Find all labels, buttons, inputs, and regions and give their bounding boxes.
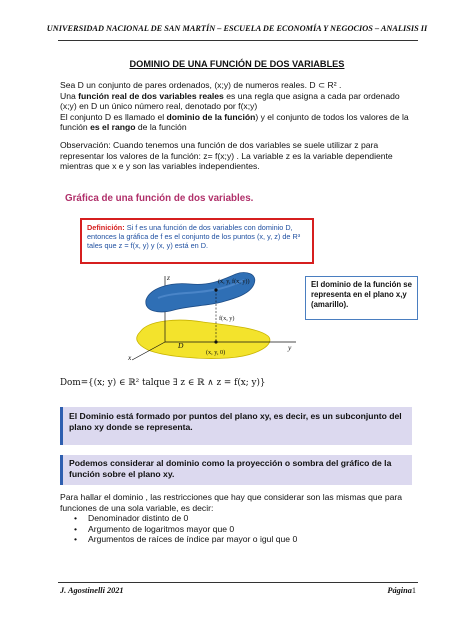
domain-note-box: El Dominio está formado por puntos del plano xy, es decir, es un subconjunto del plano xy donde se representa. (60, 407, 412, 445)
point-label: (x, y, f(x, y)) (218, 278, 250, 285)
header-rule (58, 40, 418, 41)
footer-rule (58, 582, 418, 583)
axis-y-label: y (288, 343, 292, 352)
intro-text: El conjunto D es llamado el (60, 111, 167, 122)
definition-text: Si f es una función de dos variables con dominio D, entonces la gráfica de f es el conjunto de los puntos (x, y, z) de R³ tales que z = f(x, y) y (x, y) está en D. (87, 223, 301, 250)
projection-note-box: Podemos considerar al dominio como la proyección o sombra del gráfico de la función sobre el plano xy. (60, 455, 412, 485)
page-number: 1 (411, 586, 416, 595)
surface-point (214, 288, 217, 291)
footer-author: J. Agostinelli 2021 (60, 586, 124, 595)
fxy-label: f(x, y) (219, 315, 235, 322)
restrictions-list (74, 513, 297, 545)
domain-d-label: D (178, 341, 184, 350)
intro-text: ) y el conjunto de todos los valores de la función (60, 111, 409, 133)
intro-bold: función real de dos variables reales (78, 90, 224, 101)
domain-region (137, 320, 270, 358)
definition-label: Definición: (87, 223, 125, 232)
page-header: UNIVERSIDAD NACIONAL DE SAN MARTÍN – ESCUELA DE ECONOMÍA Y NEGOCIOS – ANALISIS II (46, 24, 428, 33)
section-title: DOMINIO DE UNA FUNCIÓN DE DOS VARIABLES (129, 59, 345, 69)
observation-paragraph: Observación: Cuando tenemos una función de dos variables se suele utilizar z para representar los valores de la función: z= f(x;y) . La variable z es la variable dependiente mientras que x e y son las variables independientes. (60, 140, 393, 172)
intro-bold: dominio de la función (166, 111, 256, 122)
function-graph-figure (118, 270, 298, 374)
intro-line-1: Sea D un conjunto de pares ordenados, (x;y) de numeros reales. D ⊂ R² . (60, 80, 342, 90)
axis-x-label: x (128, 353, 132, 362)
intro-text: de la función (135, 122, 187, 133)
list-item: • Argumento de logaritmos mayor que 0 (74, 524, 297, 535)
intro-paragraph (60, 80, 412, 133)
page-label: Página (387, 586, 412, 595)
domain-point (214, 340, 217, 343)
intro-line-3 (60, 112, 412, 133)
xy-point-label: (x, y, 0) (206, 349, 226, 356)
domain-callout: El dominio de la función se representa en el plano x,y (amarillo). (305, 276, 418, 320)
intro-bold: es el rango (90, 122, 136, 133)
graph-title: Gráfica de una función de dos variables. (65, 193, 254, 204)
definition-box (80, 218, 314, 264)
footer-page (387, 586, 416, 595)
intro-line-2 (60, 91, 412, 112)
intro-text: Una (60, 90, 79, 101)
axis-z-label: z (167, 273, 170, 282)
restrictions-paragraph: Para hallar el dominio , las restricciones que hay que considerar son las mismas que para funciones de una sola variable, es decir: (60, 492, 403, 513)
domain-formula: Dom={(x; y) ∈ ℝ² talque ∃ z ∈ ℝ ∧ z = f(x; y)} (60, 378, 266, 388)
list-item: • Denominador distinto de 0 (74, 513, 297, 524)
intro-text: es una regla que asigna a cada par ordenado (x;y) en D un único número real, denotado por f(x;y) (60, 90, 400, 112)
list-item: • Argumentos de raíces de índice par mayor o igul que 0 (74, 534, 297, 545)
